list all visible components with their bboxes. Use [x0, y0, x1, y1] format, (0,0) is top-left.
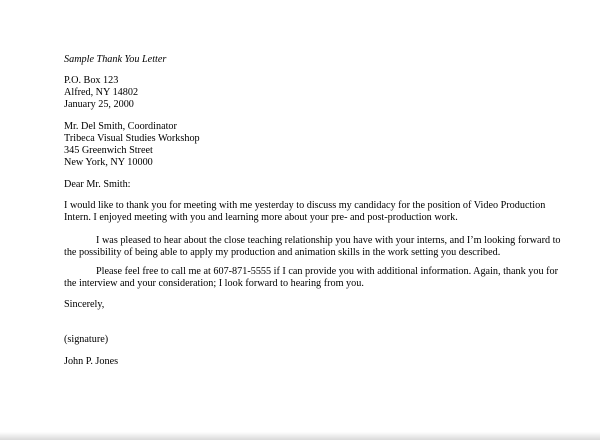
- letter-date: January 25, 2000: [64, 99, 134, 110]
- sender-name: John P. Jones: [64, 356, 119, 367]
- paragraph-1: [64, 200, 546, 223]
- paragraph-3-line-1: Please feel free to call me at 607-871-5555 if I can provide you with additional information. Again, thank you for: [96, 266, 558, 277]
- paragraph-2: [64, 235, 561, 258]
- sender-address-line2: Alfred, NY 14802: [64, 87, 139, 98]
- recipient-name: Mr. Del Smith, Coordinator: [64, 121, 177, 132]
- salutation: Dear Mr. Smith:: [64, 179, 131, 190]
- paragraph-3: [64, 266, 558, 289]
- closing: Sincerely,: [64, 299, 105, 310]
- recipient-street: 345 Greenwich Street: [64, 145, 153, 156]
- paragraph-1-line-1: I would like to thank you for meeting with me yesterday to discuss my candidacy for the position of Video Production: [64, 200, 546, 211]
- signature-placeholder: (signature): [64, 334, 109, 345]
- letter-title: Sample Thank You Letter: [64, 54, 167, 65]
- paragraph-1-line-2: Intern. I enjoyed meeting with you and learning more about your pre- and post-production work.: [64, 211, 458, 223]
- paragraph-2-line-1: I was pleased to hear about the close teaching relationship you have with your interns, and I’m looking forward to: [96, 235, 561, 246]
- paragraph-3-line-2: the interview and your consideration; I look forward to hearing from you.: [64, 277, 364, 289]
- sender-address-line1: P.O. Box 123: [64, 75, 119, 86]
- recipient-city: New York, NY 10000: [64, 157, 153, 168]
- recipient-organization: Tribeca Visual Studies Workshop: [64, 133, 200, 144]
- paragraph-2-line-2: the possibility of being able to apply my production and animation skills in the work setting you described.: [64, 246, 501, 258]
